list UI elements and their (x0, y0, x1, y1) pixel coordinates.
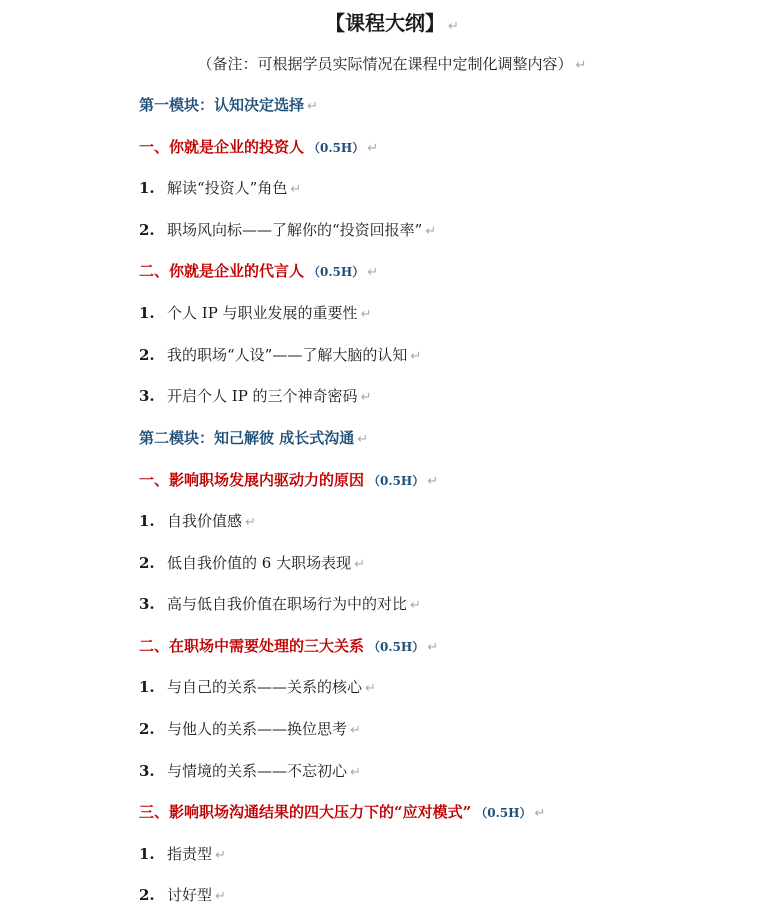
list-item: 2. 我的职场“人设”——了解大脑的认知 ↵ (139, 346, 422, 364)
list-item: 2. 职场风向标——了解你的“投资回报率” ↵ (139, 221, 437, 239)
list-item: 3. 高与低自我价值在职场行为中的对比 ↵ (139, 595, 421, 613)
section-heading: 一、你就是企业的投资人 （0.5H） ↵ (139, 138, 379, 156)
section-heading: 二、在职场中需要处理的三大关系 （0.5H） ↵ (139, 637, 439, 655)
list-item: 1. 自我价值感 ↵ (139, 512, 256, 530)
section-heading: 二、你就是企业的代言人 （0.5H） ↵ (139, 262, 379, 280)
module-1-heading: 第一模块：认知决定选择 ↵ (139, 96, 318, 114)
list-item: 1. 解读“投资人”角色 ↵ (139, 179, 302, 197)
list-item: 2. 讨好型 ↵ (139, 886, 226, 904)
page-title: 【课程大纲】 ↵ (325, 11, 459, 35)
section-heading: 三、影响职场沟通结果的四大压力下的“应对模式” （0.5H） ↵ (139, 803, 546, 821)
list-item: 2. 与他人的关系——换位思考 ↵ (139, 720, 361, 738)
note-text: （备注：可根据学员实际情况在课程中定制化调整内容） ↵ (197, 55, 587, 73)
list-item: 1. 与自己的关系——关系的核心 ↵ (139, 678, 376, 696)
list-item: 2. 低自我价值的 6 大职场表现 ↵ (139, 554, 365, 572)
list-item: 3. 开启个人 IP 的三个神奇密码 ↵ (139, 387, 372, 405)
section-heading: 一、影响职场发展内驱动力的原因 （0.5H） ↵ (139, 471, 439, 489)
list-item: 3. 与情境的关系——不忘初心 ↵ (139, 762, 361, 780)
list-item: 1. 个人 IP 与职业发展的重要性 ↵ (139, 304, 372, 322)
module-2-heading: 第二模块：知己解彼 成长式沟通 ↵ (139, 429, 369, 447)
list-item: 1. 指责型 ↵ (139, 845, 226, 863)
